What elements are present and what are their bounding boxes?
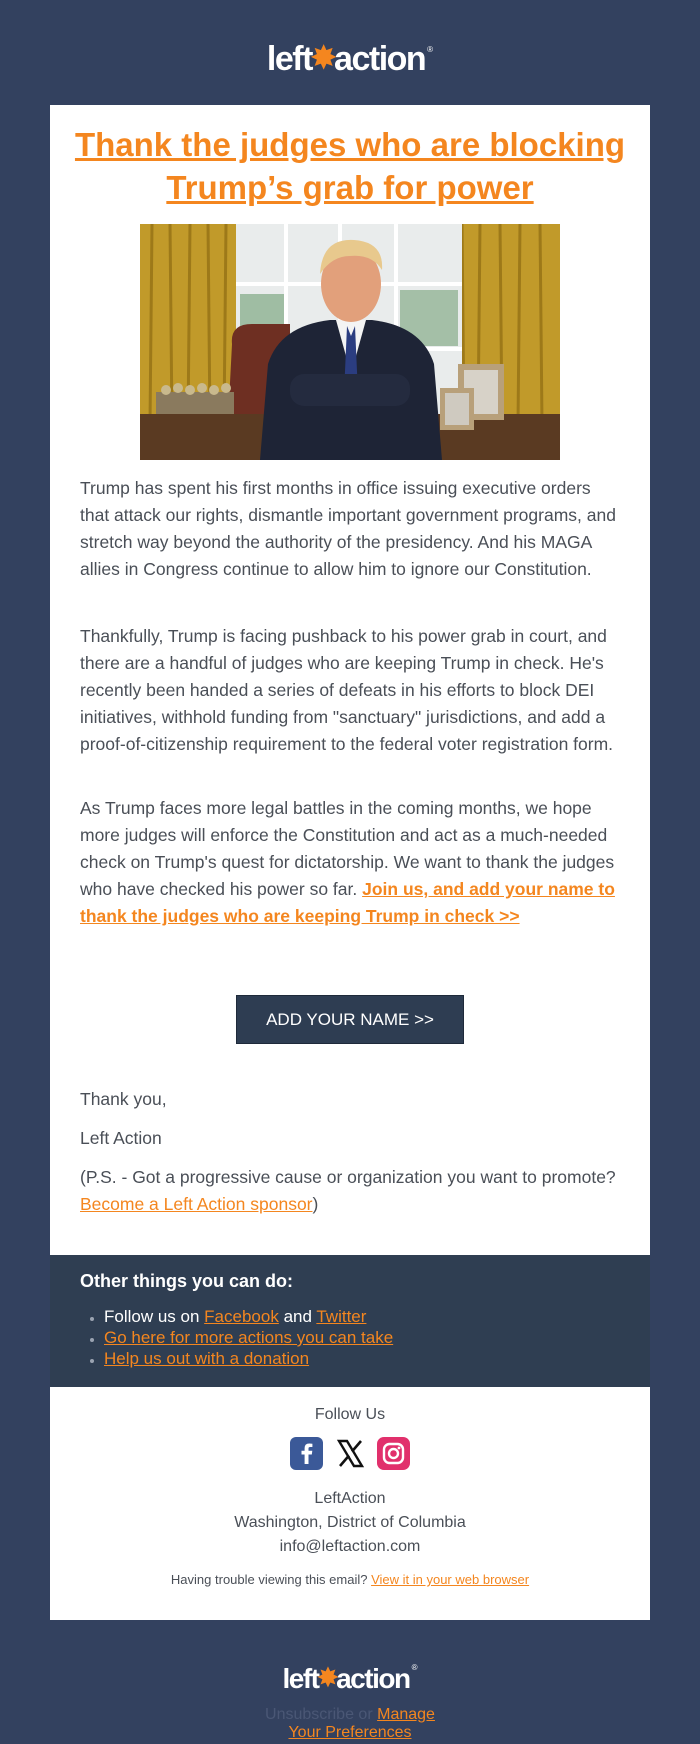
social-icons [50,1437,650,1471]
instagram-icon[interactable] [377,1437,410,1470]
preferences-link[interactable]: Your Preferences [288,1724,412,1741]
unsubscribe-area [0,1706,700,1742]
ps-text: (P.S. - Got a progressive cause or organization you want to promote? [80,1167,616,1187]
body-paragraph-2: Thankfully, Trump is facing pushback to his power grab in court, and there are a handful of judges who are keeping Trump in check. He's recently been handed a series of defeats in his efforts to block DEI initiatives, withhold funding from "sanctuary" jurisdictions, and add a proof-of-citizenship requirement to the federal voter registration form. [80,626,614,754]
main-card [50,105,650,1255]
leftaction-logo-top[interactable] [0,28,700,78]
donation-link[interactable]: Help us out with a donation [104,1349,310,1368]
paragraph-3-text: As Trump faces more legal battles in the coming months, we hope more judges will enforce the Constitution and act as a much-needed check on Trump's quest for dictatorship. We want to thank the judges who have checked his power so far. [80,798,615,899]
logo-burst-icon: ✸ [310,41,336,75]
footer [50,1387,650,1620]
unsubscribe-or: or [353,1706,378,1723]
logo-bottom-text-left: left [282,1663,319,1694]
list-item-follow [104,1306,393,1327]
other-actions-list [82,1306,393,1369]
logo-text-left: left [266,40,312,78]
org-name: LeftAction [314,1490,386,1507]
list-item-donation [104,1348,393,1369]
unsubscribe-link[interactable]: Unsubscribe [265,1706,354,1723]
logo-bottom-burst-icon: ✸ [317,1664,338,1692]
manage-link[interactable]: Manage [377,1706,435,1723]
logo-text-right: action [334,40,426,78]
hero-photo-illustration [140,224,560,460]
follow-us-label: Follow Us [314,1406,386,1423]
org-contact [50,1487,650,1559]
trouble-text: Having trouble viewing this email? [170,1572,372,1587]
logo-bottom-text-right: action [336,1663,410,1694]
x-twitter-icon[interactable] [334,1437,367,1470]
add-your-name-button[interactable]: ADD YOUR NAME >> [236,995,464,1044]
other-actions-panel [50,1255,650,1387]
list-item-actions [104,1327,393,1348]
logo-bottom-registered-mark: ® [411,1663,418,1672]
facebook-icon[interactable] [290,1437,323,1470]
body-paragraph-1: Trump has spent his first months in office issuing executive orders that attack our rights, dismantle important government programs, and stretch way beyond the authority of the presidency. And his MAGA allies in Congress continue to allow him to ignore our Constitution. [80,478,616,579]
org-location: Washington, District of Columbia [234,1514,466,1531]
facebook-link[interactable]: Facebook [204,1307,279,1326]
ps-close: ) [312,1194,319,1214]
leftaction-logo-bottom[interactable] [0,1650,700,1694]
web-browser-link[interactable]: View it in your web browser [371,1572,530,1587]
body-paragraph-3 [80,795,620,930]
signature-text: Left Action [80,1128,162,1148]
follow-prefix: Follow us on [104,1307,205,1326]
more-actions-link[interactable]: Go here for more actions you can take [104,1328,394,1347]
org-email: info@leftaction.com [279,1538,421,1555]
logo-registered-mark: ® [427,45,434,54]
other-actions-title: Other things you can do: [80,1271,294,1291]
follow-and: and [278,1307,317,1326]
add-name-link[interactable]: Join us, and add your name to thank the judges who are keeping Trump in check >> [80,879,615,926]
hero-image[interactable] [140,224,560,460]
sponsor-link[interactable]: Become a Left Action sponsor [80,1194,313,1214]
thanks-text: Thank you, [80,1089,167,1109]
twitter-link[interactable]: Twitter [316,1307,367,1326]
trouble-viewing [50,1571,650,1589]
ps-paragraph [80,1164,620,1218]
headline-link[interactable]: Thank the judges who are blocking Trump’s grab for power [74,126,626,206]
